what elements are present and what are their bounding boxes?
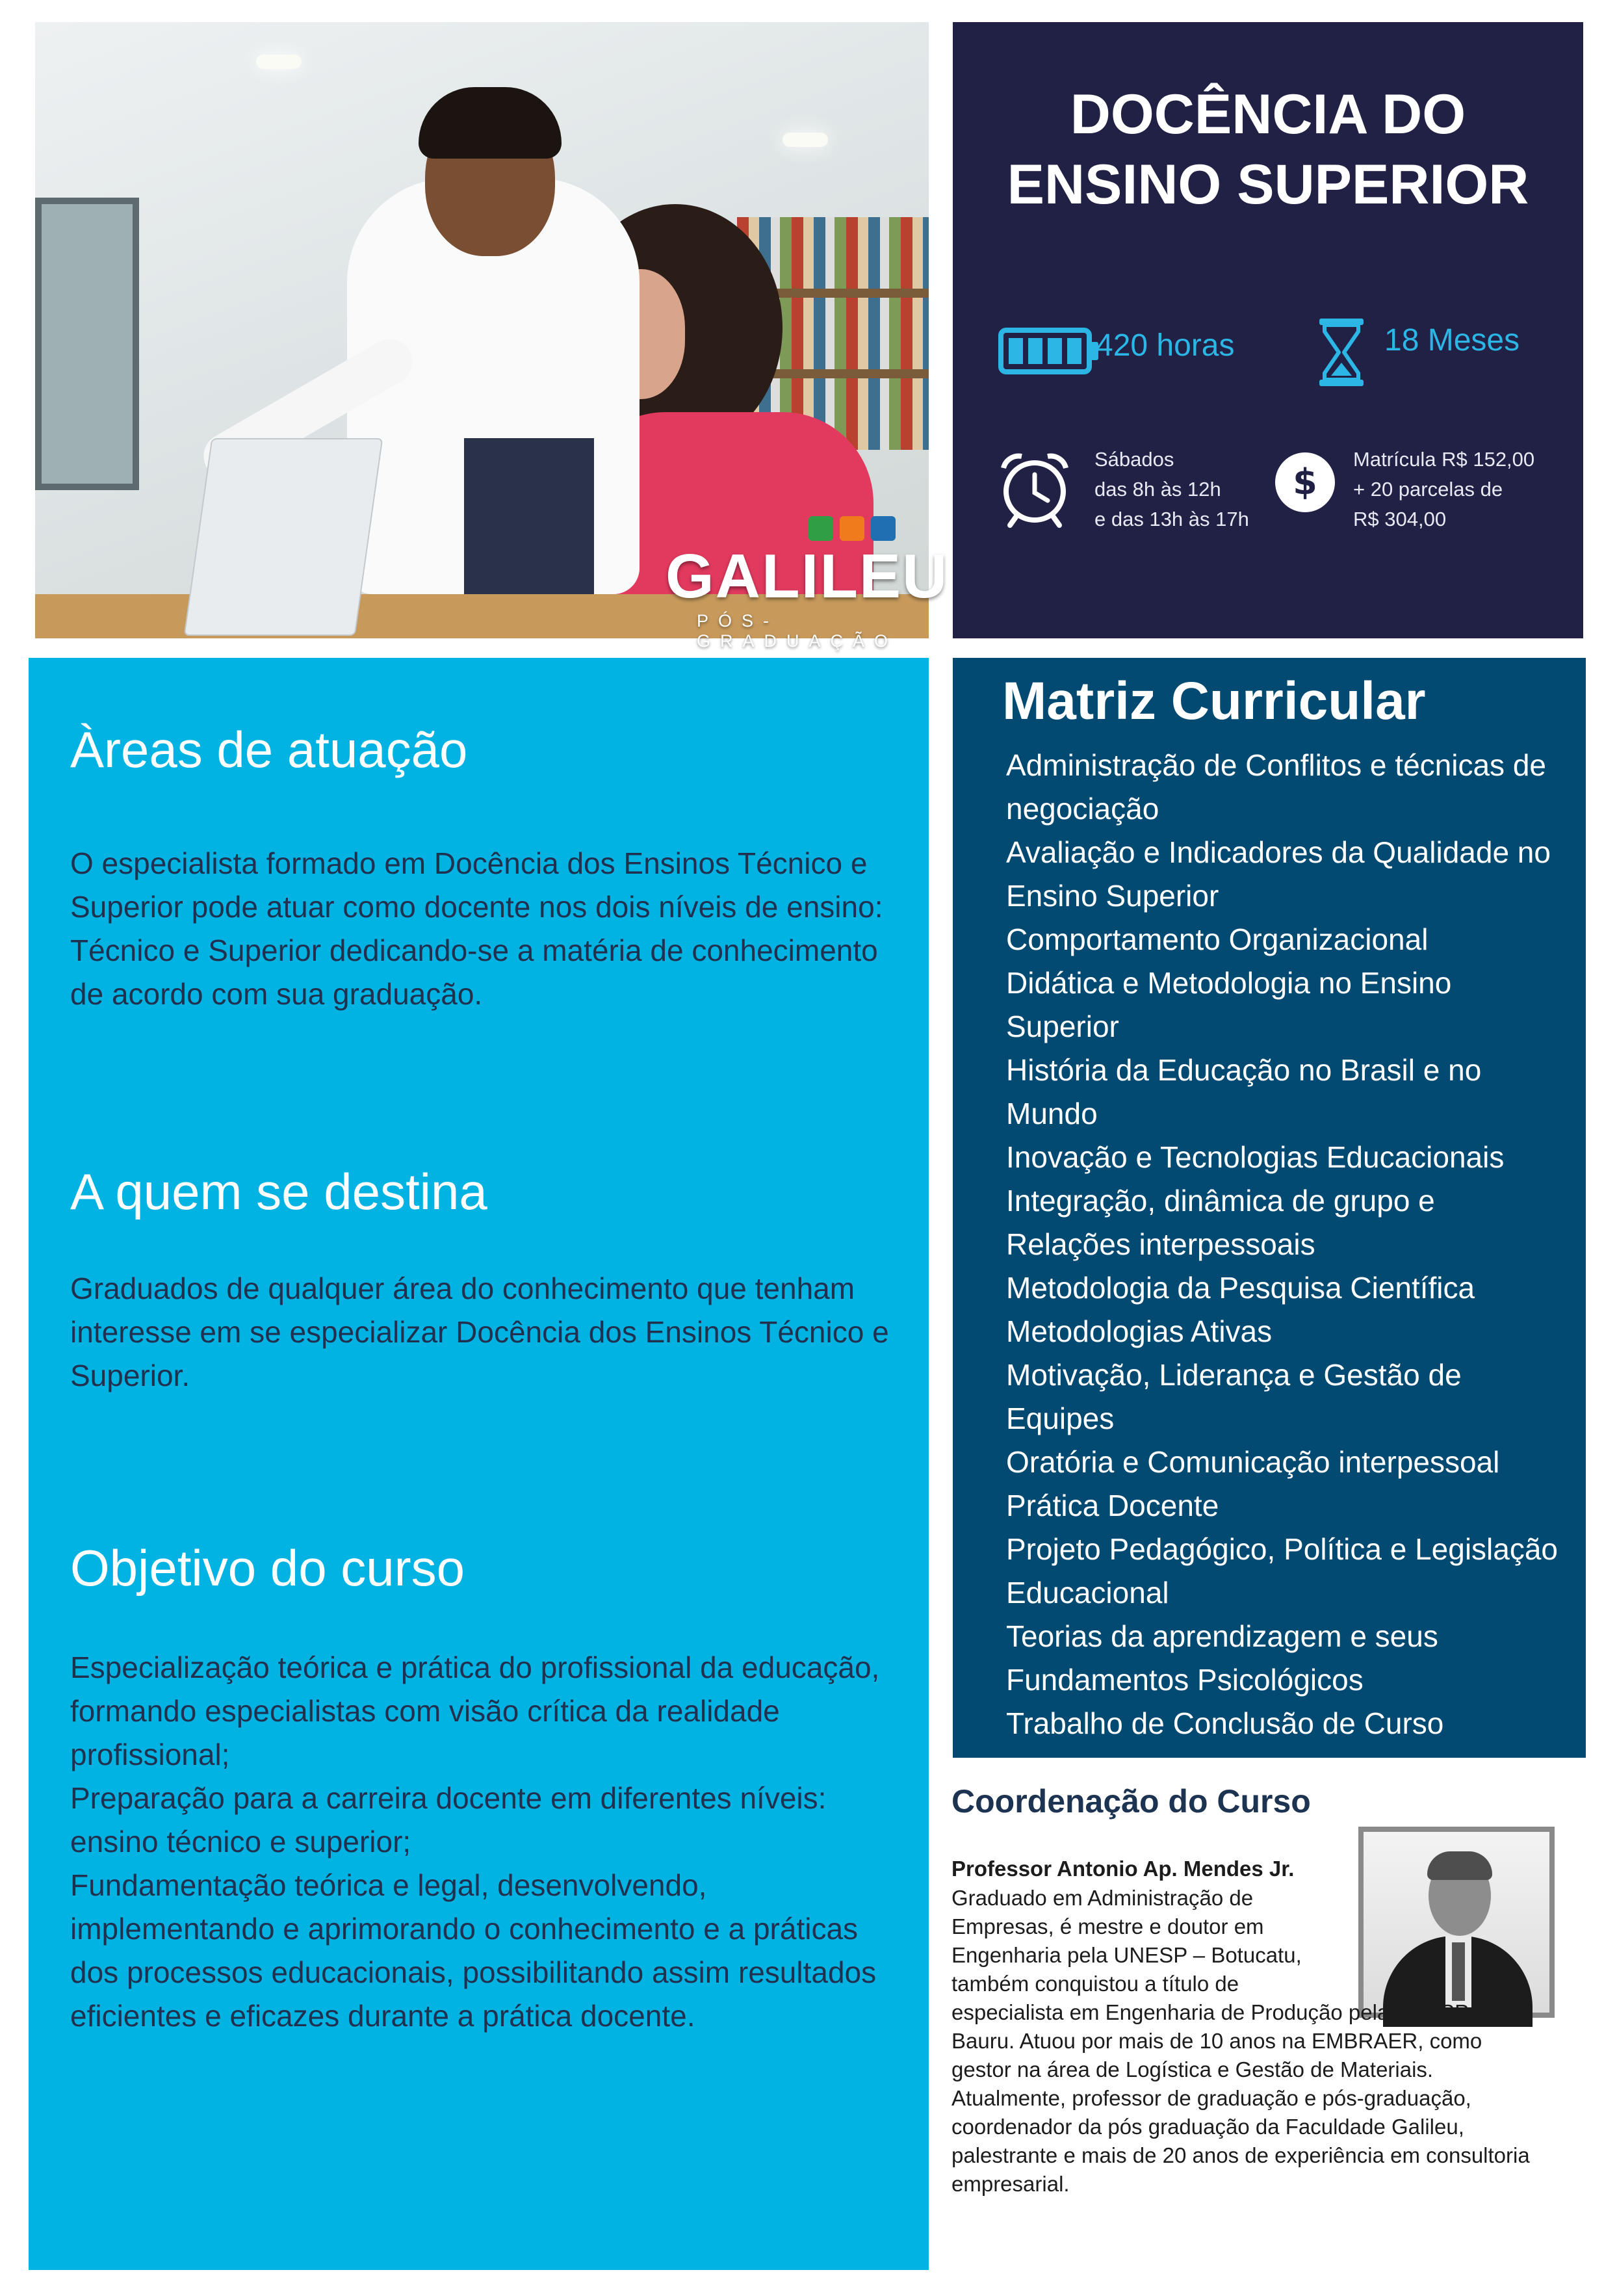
coordinator-bio-line: gestor na área de Logística e Gestão de Materiais. <box>951 2057 1434 2081</box>
hourglass-icon <box>1318 317 1365 387</box>
coordinator-name: Professor Antonio Ap. Mendes Jr. <box>951 1857 1295 1881</box>
coordinator-bio-line: empresarial. <box>951 2172 1070 2196</box>
logo-square-blue <box>871 516 896 541</box>
coordinator-bio-line: Atualmente, professor de graduação e pós-graduação, <box>951 2086 1471 2110</box>
curriculum-list <box>1006 744 1565 1745</box>
objective-body <box>70 1646 902 2038</box>
logo-square-orange <box>840 516 864 541</box>
logo-wordmark: GALILEU <box>666 541 949 611</box>
coordinator-hair <box>1427 1851 1492 1880</box>
audience-body: Graduados de qualquer área do conhecimento que tenham interesse em se especializar Docência dos Ensinos Técnico e Superior. <box>70 1272 889 1392</box>
coordinator-bio-line: coordenador da pós graduação da Faculdade Galileu, <box>951 2115 1464 2139</box>
photo-lamp <box>256 55 302 69</box>
photo-laptop <box>184 438 383 636</box>
hero-photo <box>35 22 949 651</box>
course-price: Matrícula R$ 152,00 + 20 parcelas de R$ 304,00 <box>1353 448 1535 530</box>
course-duration <box>1384 322 1520 358</box>
photo-window <box>35 198 139 490</box>
galileu-logo <box>659 516 949 651</box>
course-title-line2: ENSINO SUPERIOR <box>1007 153 1529 216</box>
coordinator-bio-line: especialista em Engenharia de Produção pela UNESP - <box>951 2000 1482 2024</box>
curriculum-item: Avaliação e Indicadores da Qualidade no Ensino Superior <box>1006 835 1551 913</box>
curriculum-item: Prática Docente <box>1006 1489 1219 1522</box>
alarm-clock-icon <box>994 449 1075 529</box>
objective-title: Objetivo do curso <box>70 1539 465 1597</box>
curriculum-item: História da Educação no Brasil e no Mundo <box>1006 1053 1482 1130</box>
curriculum-panel <box>953 658 1586 1758</box>
curriculum-item: Motivação, Liderança e Gestão de Equipes <box>1006 1358 1462 1435</box>
coordinator-bio-line: palestrante e mais de 20 anos de experiência em consultoria <box>951 2143 1530 2167</box>
objective-paragraph: Especialização teórica e prática do profissional da educação, formando especialistas com visão crítica da realidade profissional; <box>70 1650 880 1771</box>
curriculum-item: Metodologia da Pesquisa Científica <box>1006 1271 1475 1305</box>
course-info-panel <box>29 658 929 2270</box>
curriculum-title: Matriz Curricular <box>1002 672 1426 731</box>
photo-man-hair <box>419 87 562 159</box>
photo-lamp <box>783 133 828 147</box>
course-hours <box>1096 328 1235 363</box>
course-duration-value: 18 Meses <box>1384 323 1520 358</box>
coordinator-tie <box>1452 1942 1465 2001</box>
curriculum-item: Trabalho de Conclusão de Curso <box>1006 1706 1444 1740</box>
course-schedule: Sábados das 8h às 12h e das 13h às 17h <box>1094 448 1249 530</box>
dollar-icon <box>1274 451 1336 514</box>
battery-icon <box>998 326 1100 376</box>
course-header <box>953 22 1583 638</box>
coordinator-bio-line: Empresas, é mestre e doutor em <box>951 1914 1264 1938</box>
coordinator-bio-line: também conquistou a título de <box>951 1972 1239 1996</box>
areas-title: Àreas de atuação <box>70 721 468 778</box>
svg-text:$: $ <box>1293 462 1317 502</box>
logo-square-green <box>808 516 833 541</box>
audience-title: A quem se destina <box>70 1163 487 1220</box>
logo-subtitle: PÓS-GRADUAÇÃO <box>697 611 898 651</box>
coordinator-bio-line: Engenharia pela UNESP – Botucatu, <box>951 1943 1302 1967</box>
curriculum-item: Didática e Metodologia no Ensino Superior <box>1006 966 1452 1043</box>
curriculum-item: Integração, dinâmica de grupo e Relações interpessoais <box>1006 1184 1435 1261</box>
objective-paragraph: Fundamentação teórica e legal, desenvolvendo, implementando e aprimorando o conhecimento e a práticas dos processos educacionais, possibilitando assim resultados eficientes e eficazes durante a prática docente. <box>70 1868 877 2033</box>
coordinator-photo <box>1358 1827 1555 2018</box>
curriculum-item: Oratória e Comunicação interpessoal <box>1006 1445 1500 1479</box>
curriculum-item: Teorias da aprendizagem e seus Fundamentos Psicológicos <box>1006 1619 1438 1697</box>
curriculum-item: Projeto Pedagógico, Política e Legislação Educacional <box>1006 1532 1559 1610</box>
coordinator-section-title: Coordenação do Curso <box>951 1783 1311 1820</box>
photo-man-pants <box>464 438 594 607</box>
coordinator-bio-line: Bauru. Atuou por mais de 10 anos na EMBRAER, como <box>951 2029 1482 2053</box>
objective-paragraph: Preparação para a carreira docente em diferentes níveis: ensino técnico e superior; <box>70 1781 827 1859</box>
course-title <box>953 79 1583 220</box>
course-hours-value: 420 horas <box>1096 328 1235 363</box>
coordinator-bio-line: Graduado em Administração de <box>951 1886 1254 1910</box>
course-title-line1: DOCÊNCIA DO <box>1070 83 1466 146</box>
areas-body: O especialista formado em Docência dos Ensinos Técnico e Superior pode atuar como docente nos dois níveis de ensino: Técnico e Superior dedicando-se a matéria de conhecimento de acordo com sua graduação. <box>70 846 883 1011</box>
curriculum-item: Metodologias Ativas <box>1006 1314 1273 1348</box>
curriculum-item: Inovação e Tecnologias Educacionais <box>1006 1140 1505 1174</box>
curriculum-item: Comportamento Organizacional <box>1006 922 1429 956</box>
curriculum-item: Administração de Conflitos e técnicas de negociação <box>1006 748 1546 826</box>
